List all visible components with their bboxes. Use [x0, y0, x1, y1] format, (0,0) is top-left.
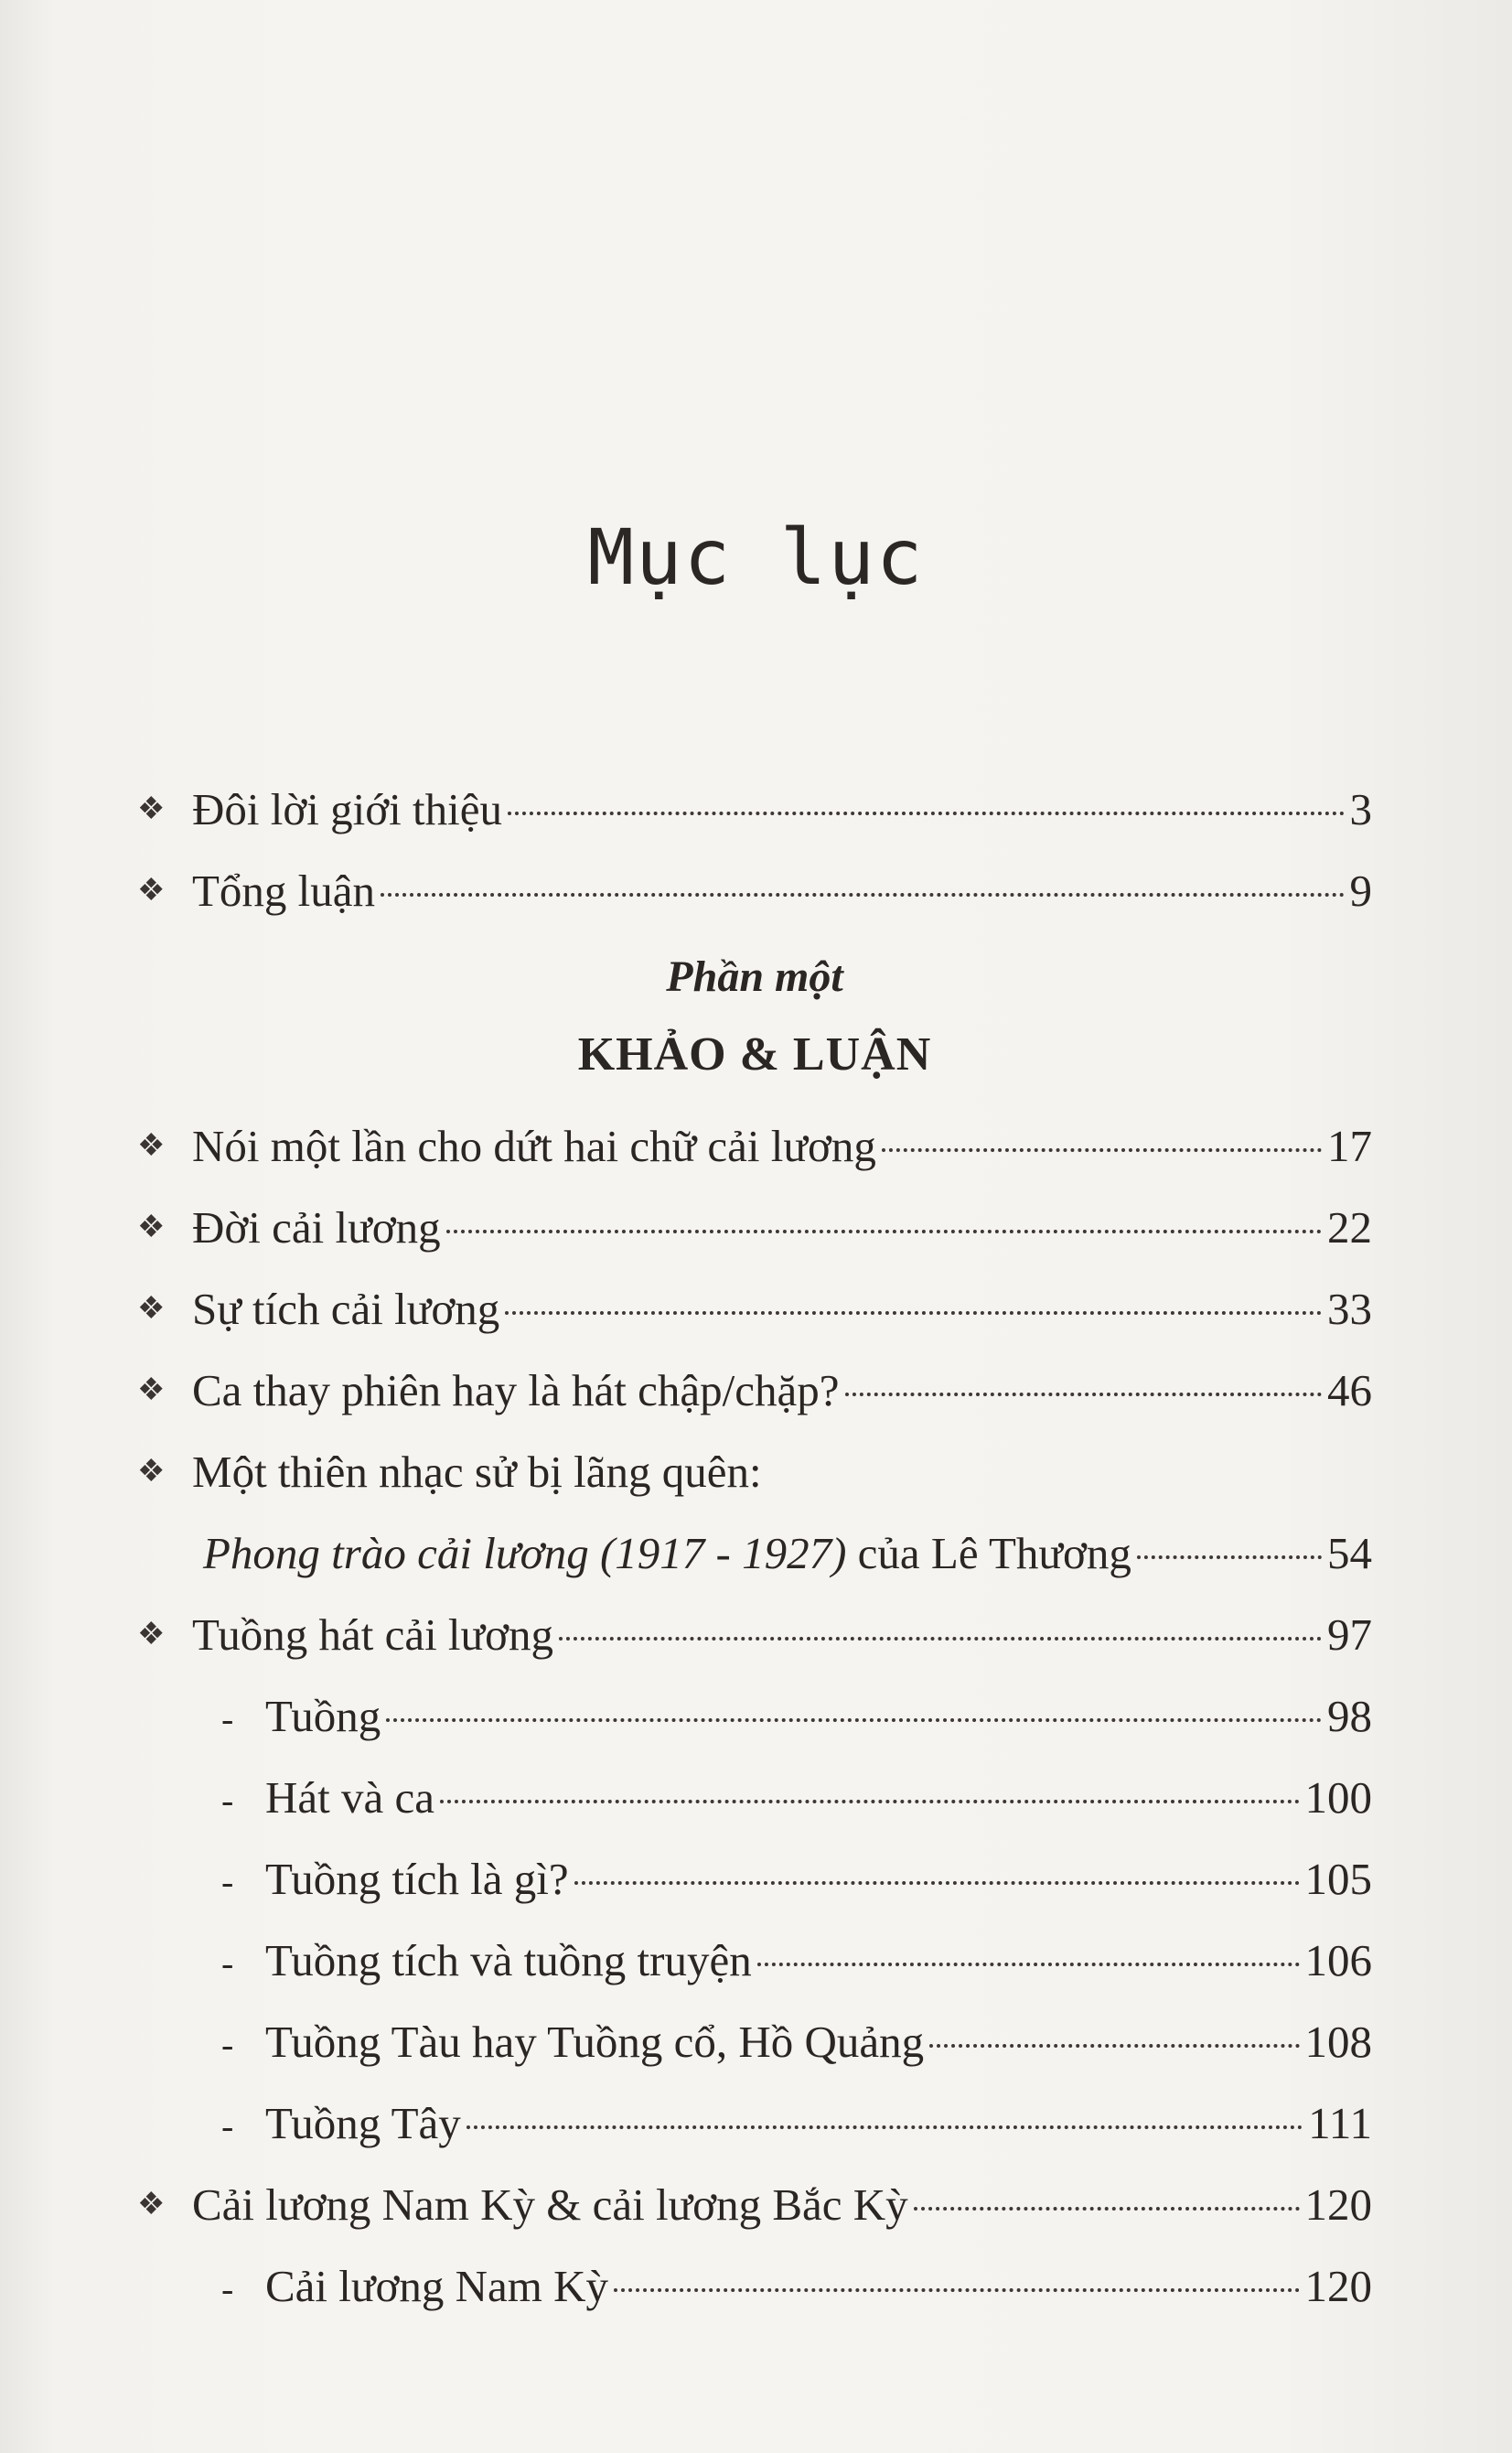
- dash-bullet: -: [221, 1861, 234, 1902]
- diamond-bullet-icon: ❖: [137, 874, 166, 908]
- diamond-bullet-icon: ❖: [137, 792, 166, 826]
- toc-entry-page: 120: [1304, 2179, 1372, 2230]
- toc-entry[interactable]: [137, 1350, 1372, 1431]
- toc-entry[interactable]: [137, 1431, 1372, 1512]
- toc-entry[interactable]: [137, 850, 1372, 931]
- toc-subentry-page: 100: [1304, 1772, 1372, 1823]
- toc-subentry-label: Hát và ca: [265, 1772, 434, 1823]
- dash-bullet: -: [221, 2105, 234, 2146]
- toc-entry-page: 9: [1349, 866, 1372, 916]
- toc-subentry-label: Tuồng: [265, 1691, 381, 1741]
- toc-subentry-label: Tuồng Tây: [265, 2098, 461, 2148]
- toc-entry[interactable]: [137, 1594, 1372, 1675]
- toc-entry-page: 22: [1327, 1202, 1372, 1253]
- toc-entry-label: Một thiên nhạc sử bị lãng quên:: [192, 1447, 762, 1497]
- diamond-bullet-icon: ❖: [137, 1455, 166, 1489]
- diamond-bullet-icon: ❖: [137, 1618, 166, 1651]
- toc-entry-label: Đời cải lương: [192, 1202, 441, 1253]
- toc-subentry[interactable]: [137, 2001, 1372, 2082]
- toc-entry-italic-title: Phong trào cải lương (1917 - 1927): [203, 1528, 847, 1578]
- dash-bullet: -: [221, 2268, 234, 2309]
- toc-entry[interactable]: [137, 1187, 1372, 1268]
- diamond-bullet-icon: ❖: [137, 1292, 166, 1326]
- toc-subentry-label: Tuồng Tàu hay Tuồng cổ, Hồ Quảng: [265, 2017, 925, 2067]
- dot-leader: [1137, 1555, 1322, 1559]
- toc-subentry[interactable]: [137, 1838, 1372, 1920]
- part-title: KHẢO & LUẬN: [577, 1028, 932, 1081]
- table-of-contents: [137, 769, 1372, 2327]
- toc-entry-page: 17: [1327, 1121, 1372, 1171]
- dot-leader: [882, 1148, 1322, 1152]
- toc-subentry-page: 120: [1304, 2261, 1372, 2311]
- dot-leader: [929, 2044, 1299, 2048]
- diamond-bullet-icon: ❖: [137, 2188, 166, 2222]
- dot-leader: [757, 1963, 1300, 1966]
- toc-subentry-page: 106: [1304, 1935, 1372, 1985]
- toc-entry-author: của Lê Thương: [846, 1528, 1131, 1578]
- dot-leader: [845, 1393, 1323, 1396]
- toc-entry-page: 33: [1327, 1284, 1372, 1334]
- dot-leader: [508, 812, 1344, 815]
- dot-leader: [505, 1311, 1322, 1315]
- toc-entry-label: Tổng luận: [192, 866, 376, 916]
- toc-entry-label: Nói một lần cho dứt hai chữ cải lương: [192, 1121, 876, 1171]
- toc-entry-label: [137, 1512, 1131, 1594]
- dot-leader: [614, 2288, 1299, 2292]
- toc-subentry-page: 108: [1304, 2017, 1372, 2067]
- toc-entry[interactable]: [137, 1268, 1372, 1350]
- toc-entry-page: 3: [1349, 784, 1372, 834]
- toc-entry[interactable]: [137, 1105, 1372, 1187]
- toc-subentry[interactable]: [137, 1920, 1372, 2001]
- dot-leader: [446, 1230, 1322, 1233]
- toc-entry-label: Cải lương Nam Kỳ & cải lương Bắc Kỳ: [192, 2179, 908, 2230]
- toc-subentry[interactable]: [137, 1757, 1372, 1838]
- dot-leader: [386, 1718, 1322, 1722]
- diamond-bullet-icon: ❖: [137, 1373, 166, 1407]
- dash-bullet: -: [221, 1698, 234, 1739]
- dot-leader: [574, 1881, 1300, 1885]
- toc-entry-page: 97: [1327, 1609, 1372, 1660]
- toc-entry-label: Sự tích cải lương: [192, 1284, 500, 1334]
- toc-subentry-page: 98: [1327, 1691, 1372, 1741]
- toc-subentry[interactable]: [137, 2245, 1372, 2327]
- dot-leader: [914, 2207, 1300, 2211]
- toc-subentry[interactable]: [137, 2082, 1372, 2164]
- part-heading: Phần một: [666, 952, 843, 1001]
- diamond-bullet-icon: ❖: [137, 1129, 166, 1163]
- toc-subentry-page: 111: [1308, 2098, 1372, 2148]
- toc-entry[interactable]: [137, 2164, 1372, 2245]
- dash-bullet: -: [221, 2024, 234, 2065]
- toc-entry-page: 46: [1327, 1365, 1372, 1415]
- toc-subentry-page: 105: [1304, 1854, 1372, 1904]
- toc-subentry-label: Tuồng tích là gì?: [265, 1854, 569, 1904]
- dot-leader: [381, 893, 1344, 897]
- toc-entry-label: Đôi lời giới thiệu: [192, 784, 503, 834]
- toc-entry-page: 54: [1327, 1528, 1372, 1578]
- dash-bullet: -: [221, 1780, 234, 1821]
- dash-bullet: -: [221, 1942, 234, 1984]
- toc-subentry-label: Tuồng tích và tuồng truyện: [265, 1935, 752, 1985]
- dot-leader: [559, 1637, 1322, 1641]
- diamond-bullet-icon: ❖: [137, 1210, 166, 1244]
- toc-entry[interactable]: [137, 769, 1372, 850]
- toc-entry-label: Tuồng hát cải lương: [192, 1609, 554, 1660]
- toc-subentry-label: Cải lương Nam Kỳ: [265, 2261, 609, 2311]
- dot-leader: [440, 1800, 1300, 1803]
- page-title: Mục lục: [587, 512, 925, 602]
- dot-leader: [466, 2125, 1303, 2129]
- toc-entry-label: Ca thay phiên hay là hát chập/chặp?: [192, 1365, 840, 1415]
- toc-subentry[interactable]: [137, 1675, 1372, 1757]
- toc-entry-continuation[interactable]: [137, 1512, 1372, 1594]
